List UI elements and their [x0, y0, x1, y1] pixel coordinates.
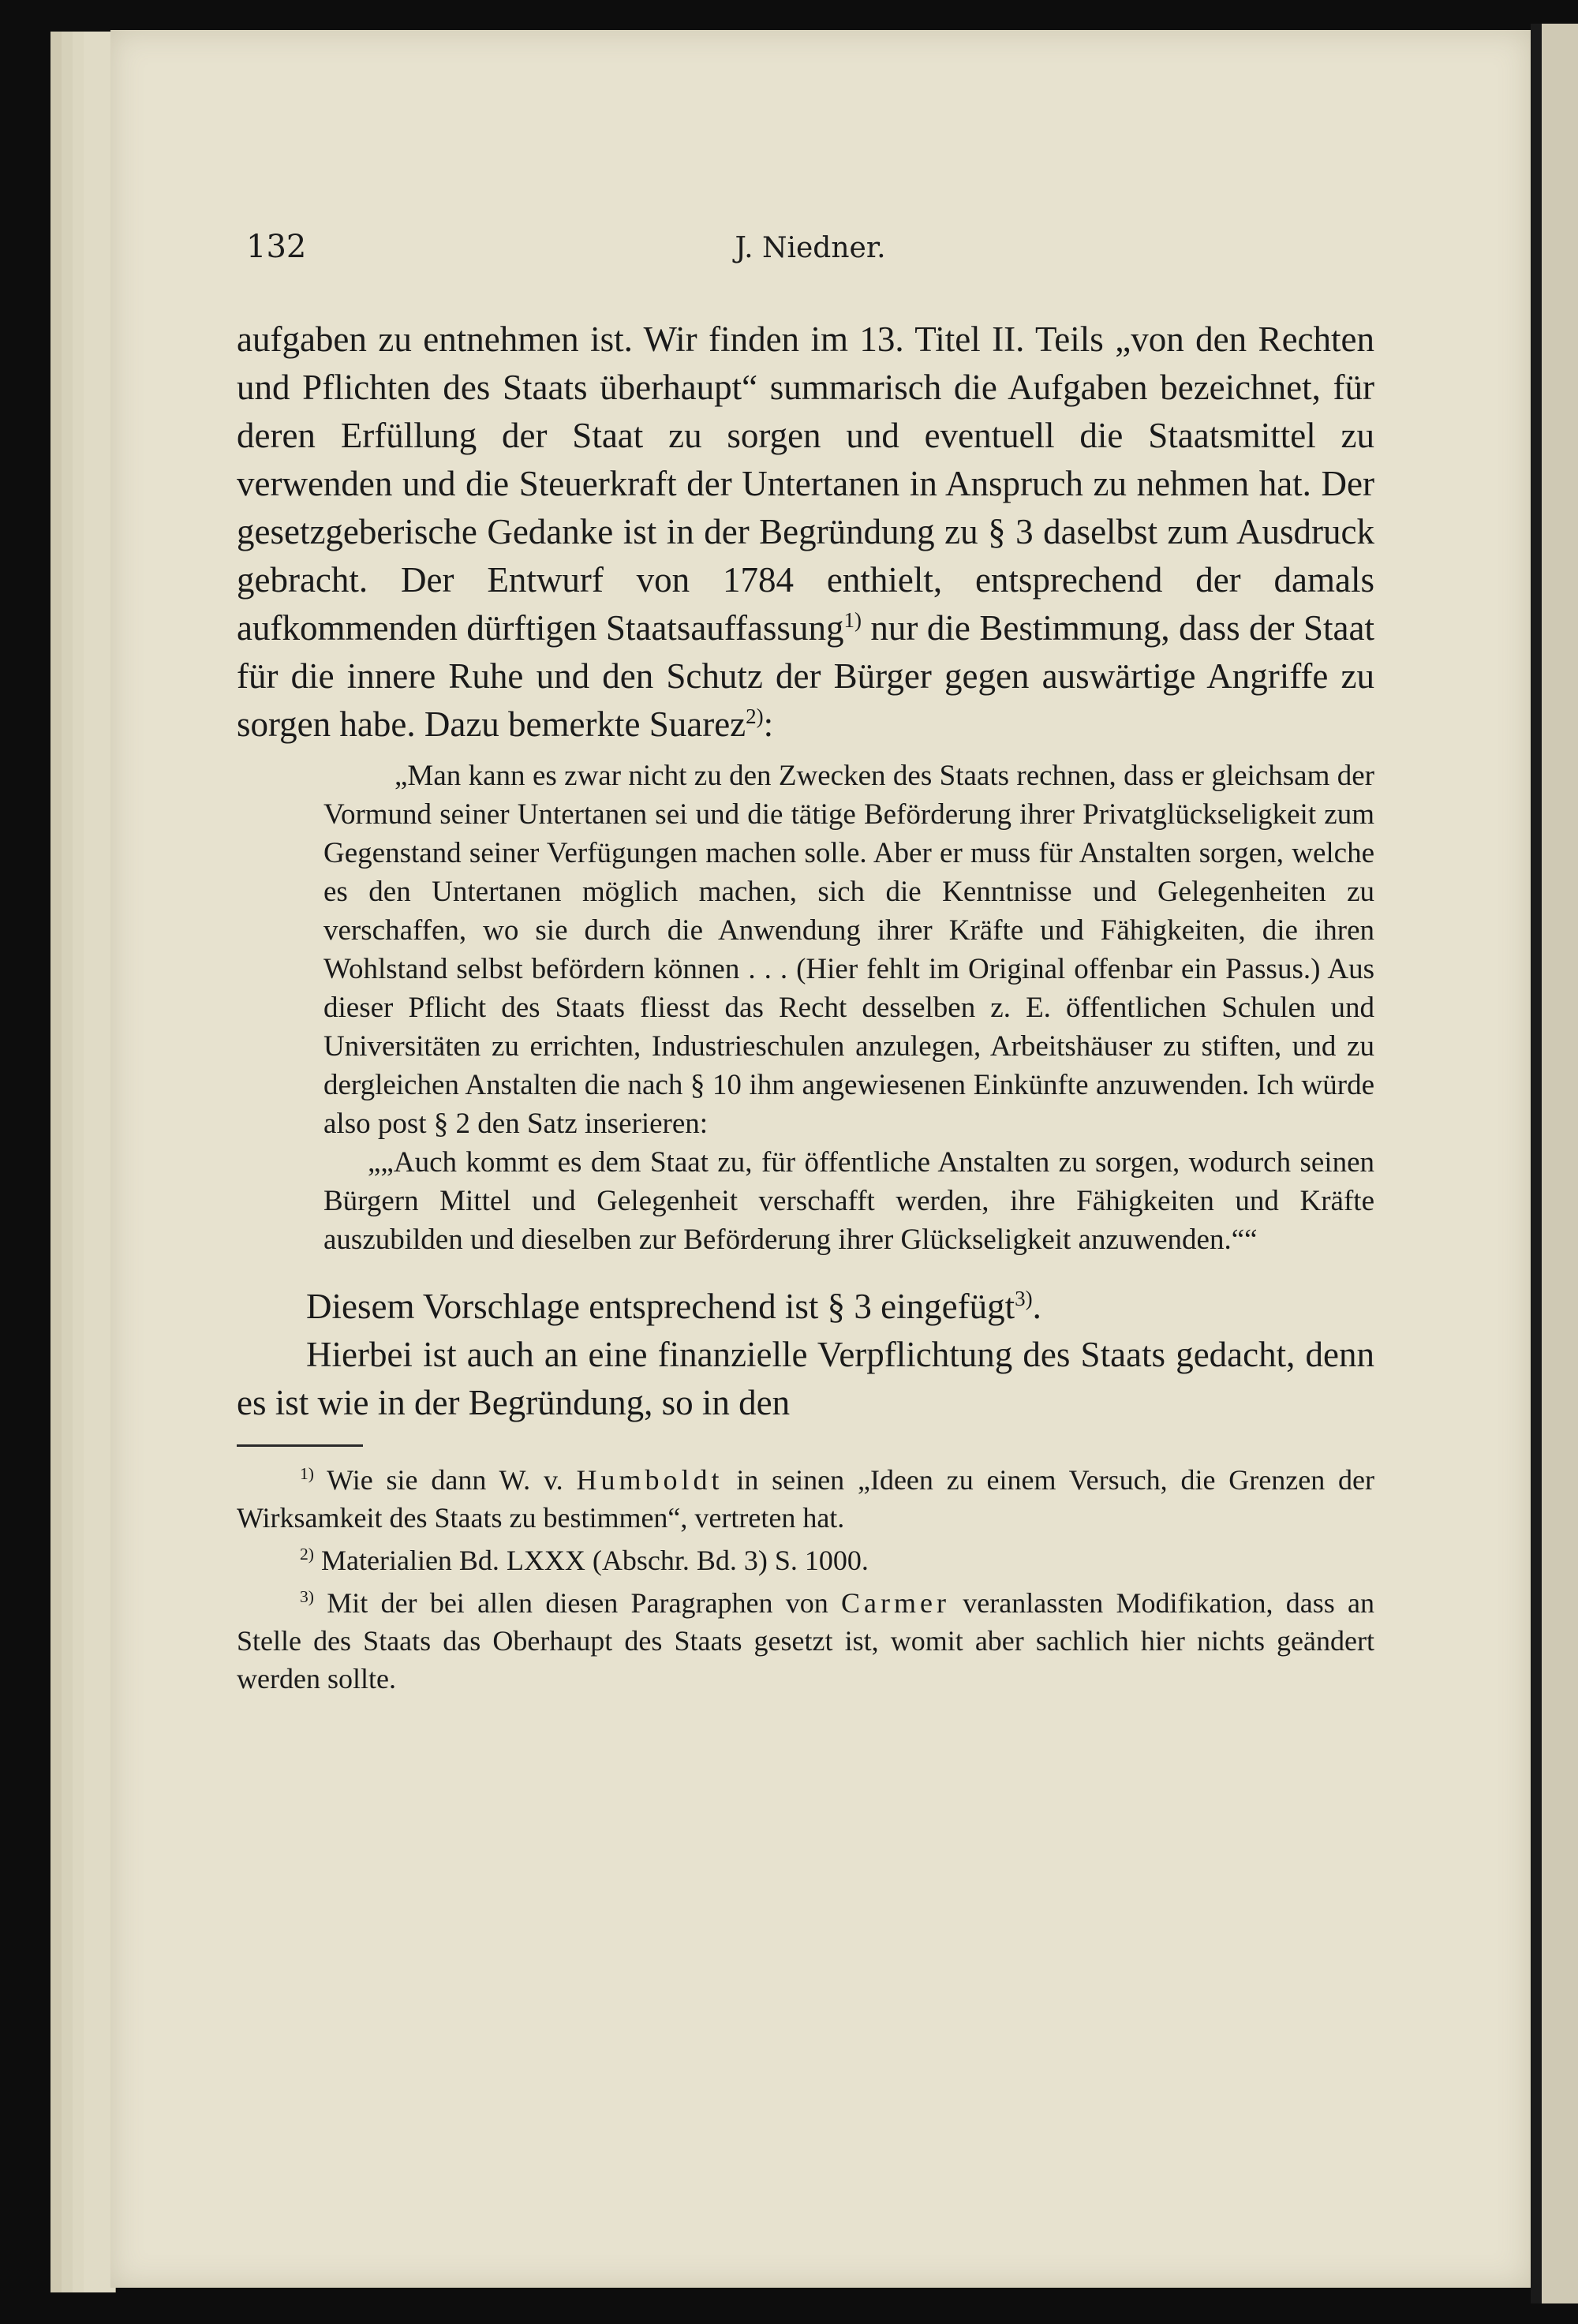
footnote-1-text-b: in seinen „Ideen zu einem Versuch, die Grenzen der Wirksamkeit des Staats zu bestimmen“, vertreten hat.	[237, 1464, 1374, 1534]
footnote-2-text: Materialien Bd. LXXX (Abschr. Bd. 3) S. 1000.	[314, 1545, 869, 1576]
quote-inserted-clause: „„Auch kommt es dem Staat zu, für öffentliche Anstalten zu sorgen, wodurch seinen Bürgern Mittel und Gelegenheit verschafft werden, ihre Fähigkeiten und Kräfte auszubilden und dieselben zur Beförderung ihrer Glückseligkeit anzuwenden.““	[323, 1146, 1374, 1256]
paragraph-2-end: .	[1032, 1287, 1041, 1326]
paragraph-2	[237, 1283, 1374, 1331]
footnote-2	[237, 1541, 1374, 1579]
block-quote	[323, 757, 1374, 1259]
facing-page-strip	[1542, 24, 1578, 2303]
paragraph-1-end: :	[763, 704, 774, 744]
footnote-1-text-a: Wie sie dann W. v.	[314, 1464, 577, 1496]
footnote-3-text-b: veranlassten Modifikation, dass an Stelle des Staats das Oberhaupt des Staats gesetzt ist, womit aber sachlich hier nichts geändert werden sollte.	[237, 1587, 1375, 1694]
facing-page-edge	[1531, 24, 1578, 2303]
paragraph-3: Hierbei ist auch an eine finanzielle Verpflichtung des Staats gedacht, denn es ist wie in der Begründung, so in den	[237, 1335, 1374, 1422]
running-head: J. Niedner.	[735, 232, 886, 264]
footnote-2-mark: 2)	[300, 1545, 314, 1564]
paragraph-1	[237, 316, 1374, 749]
footnote-3-mark: 3)	[300, 1587, 314, 1606]
footnote-3	[237, 1584, 1374, 1698]
paragraph-1-continued: nur die Bestimmung, dass der Staat für die innere Ruhe und den Schutz der Bürger gegen auswärtige Angriffe zu sorgen habe. Dazu bemerkte Suarez	[237, 608, 1375, 744]
paragraph-1-text: aufgaben zu entnehmen ist. Wir finden im 13. Titel II. Teils „von den Rechten und Pflichten des Staats überhaupt“ summarisch die Aufgaben bezeichnet, für deren Erfüllung der Staat zu sorgen und eventuell die Staatsmittel zu verwenden und die Steuerkraft der Untertanen in Anspruch zu nehmen hat. Der gesetzgeberische Gedanke ist in der Begründung zu § 3 daselbst zum Ausdruck gebracht. Der Entwurf von 1784 enthielt, entsprechend der damals aufkommenden dürftigen Staatsauffassung	[237, 319, 1374, 648]
footnote-1-mark: 1)	[300, 1464, 314, 1483]
paragraph-2-text: Diesem Vorschlage entsprechend ist § 3 eingefügt	[306, 1287, 1015, 1326]
footnote-1-name: Humboldt	[576, 1464, 724, 1496]
footnote-3-text-a: Mit der bei allen diesen Paragraphen von	[314, 1587, 842, 1619]
footnote-ref-3: 3)	[1015, 1287, 1033, 1310]
footnote-ref-2: 2)	[746, 704, 764, 728]
quote-suarez: „Man kann es zwar nicht zu den Zwecken des Staats rechnen, dass er gleichsam der Vormund seiner Untertanen sei und die tätige Beförderung ihrer Privatglückseligkeit zum Gegenstand seiner Verfügungen machen solle. Aber er muss für Anstalten sorgen, welche es den Untertanen möglich machen, sich die Kenntnisse und Gelegenheiten zu verschaffen, wo sie durch die Anwendung ihrer Kräfte und Fähigkeiten, die ihren Wohlstand selbst befördern können . . . (Hier fehlt im Original offenbar ein Passus.) Aus dieser Pflicht des Staats fliesst das Recht desselben z. E. öffentlichen Schulen und Universitäten zu errichten, Industrieschulen anzulegen, Arbeitshäuser zu stiften, und zu dergleichen Anstalten die nach § 10 ihm angewiesenen Einkünfte anzuwenden. Ich würde also post § 2 den Satz inserieren:	[323, 760, 1374, 1140]
footnote-3-name: Carmer	[841, 1587, 950, 1619]
main-text	[237, 316, 1374, 1702]
page-number: 132	[246, 229, 307, 265]
footnote-divider	[237, 1444, 363, 1447]
footnotes	[237, 1461, 1374, 1698]
footnote-1	[237, 1461, 1374, 1537]
footnote-ref-1: 1)	[843, 608, 862, 632]
